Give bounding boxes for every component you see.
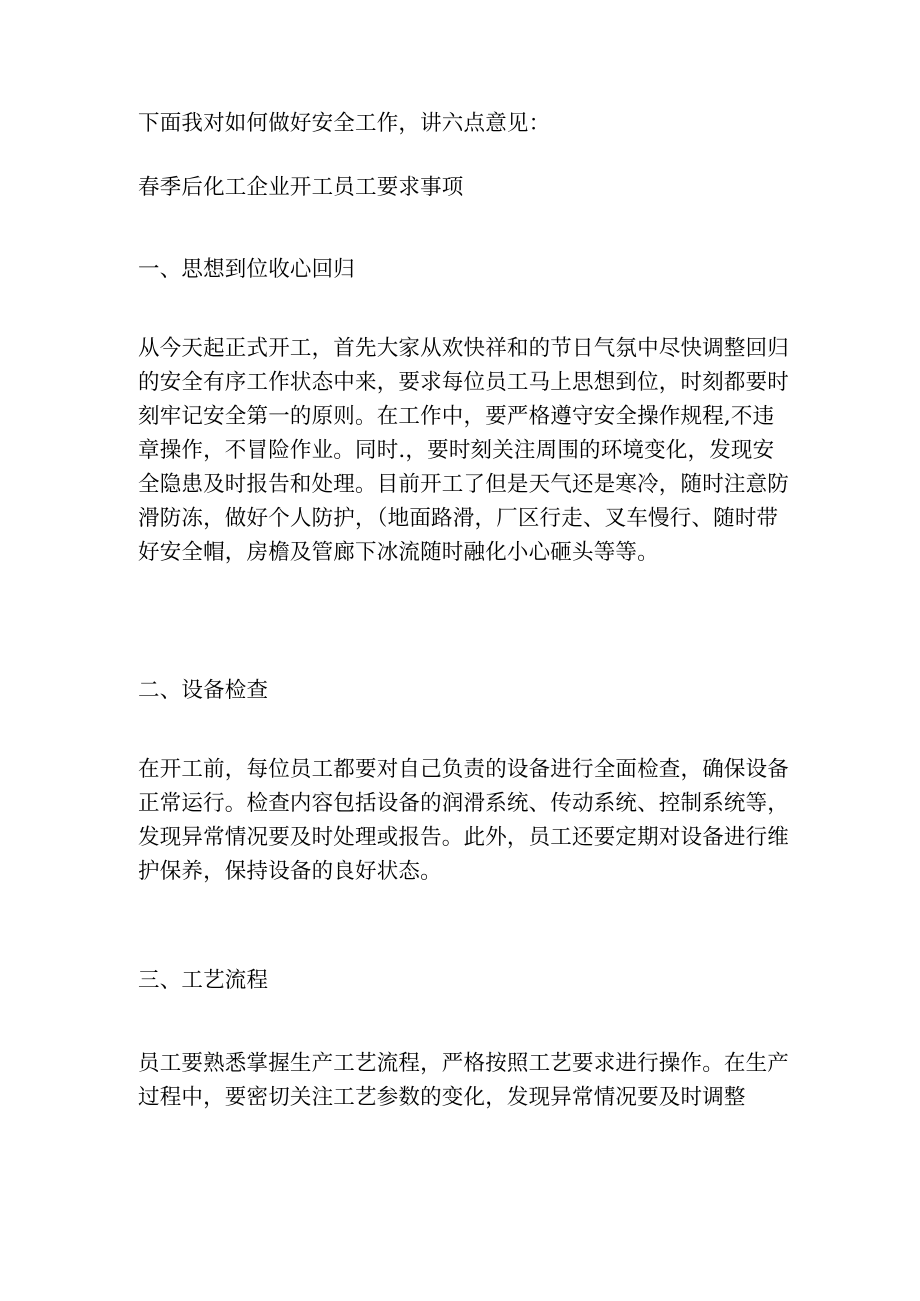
- paragraph-line: 发现异常情况要及时处理或报告。此外，员工还要定期对设备进行维: [138, 825, 790, 850]
- section-1-paragraph: [138, 332, 790, 570]
- section-1-heading: 一、思想到位收心回归: [138, 257, 356, 282]
- section-2-paragraph: [138, 753, 790, 889]
- paragraph-line: 好安全帽，房檐及管廊下冰流随时融化小心砸头等等。: [138, 540, 659, 565]
- paragraph-line: 全隐患及时报告和处理。目前开工了但是天气还是寒冷，随时注意防: [138, 472, 790, 497]
- paragraph-line: 员工要熟悉掌握生产工艺流程，严格按照工艺要求进行操作。在生产: [138, 1051, 790, 1076]
- section-3-heading: 三、工艺流程: [138, 968, 269, 993]
- paragraph-line: 滑防冻，做好个人防护，（地面路滑，厂区行走、叉车慢行、随时带: [138, 506, 779, 531]
- paragraph-line: 正常运行。检查内容包括设备的润滑系统、传动系统、控制系统等，: [138, 791, 790, 816]
- paragraph-line: 刻牢记安全第一的原则。在工作中，要严格遵守安全操作规程,不违: [138, 404, 775, 429]
- paragraph-line: 过程中，要密切关注工艺参数的变化，发现异常情况要及时调整: [138, 1085, 746, 1110]
- section-2-heading: 二、设备检查: [138, 678, 269, 703]
- section-3-paragraph: [138, 1047, 790, 1115]
- intro-text: 下面我对如何做好安全工作，讲六点意见：: [138, 111, 551, 136]
- paragraph-line: 从今天起正式开工，首先大家从欢快祥和的节日气氛中尽快调整回归: [138, 336, 790, 361]
- paragraph-line: 章操作，不冒险作业。同时.，要时刻关注周围的环境变化，发现安: [138, 438, 775, 463]
- document-title: 春季后化工企业开工员工要求事项: [138, 175, 464, 200]
- paragraph-line: 护保养，保持设备的良好状态。: [138, 859, 442, 884]
- paragraph-line: 在开工前，每位员工都要对自己负责的设备进行全面检查，确保设备: [138, 757, 790, 782]
- paragraph-line: 的安全有序工作状态中来，要求每位员工马上思想到位，时刻都要时: [138, 370, 790, 395]
